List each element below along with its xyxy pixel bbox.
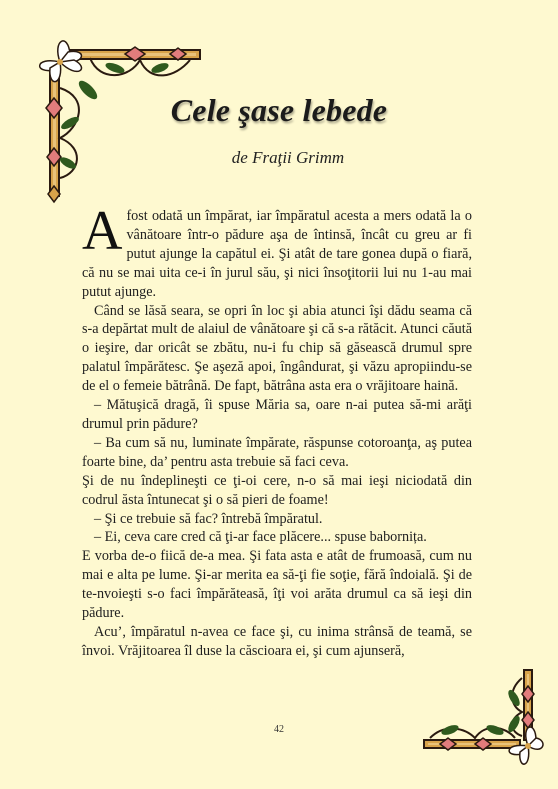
first-paragraph: [82, 200, 472, 302]
paragraph: – Ei, ceva care cred că ţi-ar face plăcere... spuse babornița.: [94, 529, 427, 546]
corner-ornament-bottom-right: [420, 668, 548, 776]
drop-cap: A: [82, 200, 123, 262]
paragraph: – Şi ce trebuie să fac? întrebă împăratul.: [94, 510, 323, 527]
paragraph: Când se lăsă seara, se opri în loc şi abia atunci îşi dădu seama că s-a depărtat mult de alaiul de vânătoare şi că s-a rătăcit. Atunci căută o ieşire, dar oricât se zbătu, nu-i fu chip să găsească drumul spre palatul împărătesc. Şe aşeză apoi, îngândurat, şi văzu apropiindu-se de el o femeie bătrână. De fapt, bătrâna asta era o vrăjitoare haină.: [82, 302, 472, 395]
paragraph: – Mătuşică dragă, îi spuse Măria sa, oare n-ai putea să-mi arăţi drumul prin pădure?: [82, 397, 472, 432]
paragraph: Acu’, împăratul n-avea ce face şi, cu inima strânsă de teamă, se învoi. Vrăjitoarea îl duse la căscioara ei, şi cum ajunseră,: [82, 623, 472, 659]
story-author: de Fraţii Grimm: [231, 148, 345, 167]
first-paragraph-text: fost odată un împărat, iar împăratul acesta a mers odată la o vânătoare într-o pădure aşa de întinsă, încât cu greu ar fi putut ajunge la capătul ei. Şi atât de tare gonea după o fiară, că nu se mai uita ce-i în jurul său, şi nici însoţitorii lui nu 1-au mai putut ajunge.: [82, 208, 472, 300]
story-body: [82, 200, 472, 661]
paragraph: – Ba cum să nu, luminate împărate, răspunse cotoroanţa, aş putea foarte bine, da’ pentru asta trebuie să faci ceva.: [82, 434, 472, 470]
story-title: Cele şase lebede: [170, 92, 388, 128]
paragraph-list: [82, 302, 472, 661]
paragraph: E vorba de-o fiică de-a mea. Şi fata asta e atât de frumoasă, cum nu mai e alta pe lume. Şi-ar merita ea să-ţi fie soţie, fără îndoială. Şi de te-nvoieşti s-o faci împărăteasă, îţi voi arăta drumul ca să ieşi din pădure.: [82, 548, 472, 622]
paragraph: Şi de nu îndeplineşti ce ţi-oi cere, n-o să mai ieşi niciodată din codrul ăsta întunecat şi o să pieri de foame!: [82, 472, 472, 508]
page-number: 42: [274, 724, 284, 735]
